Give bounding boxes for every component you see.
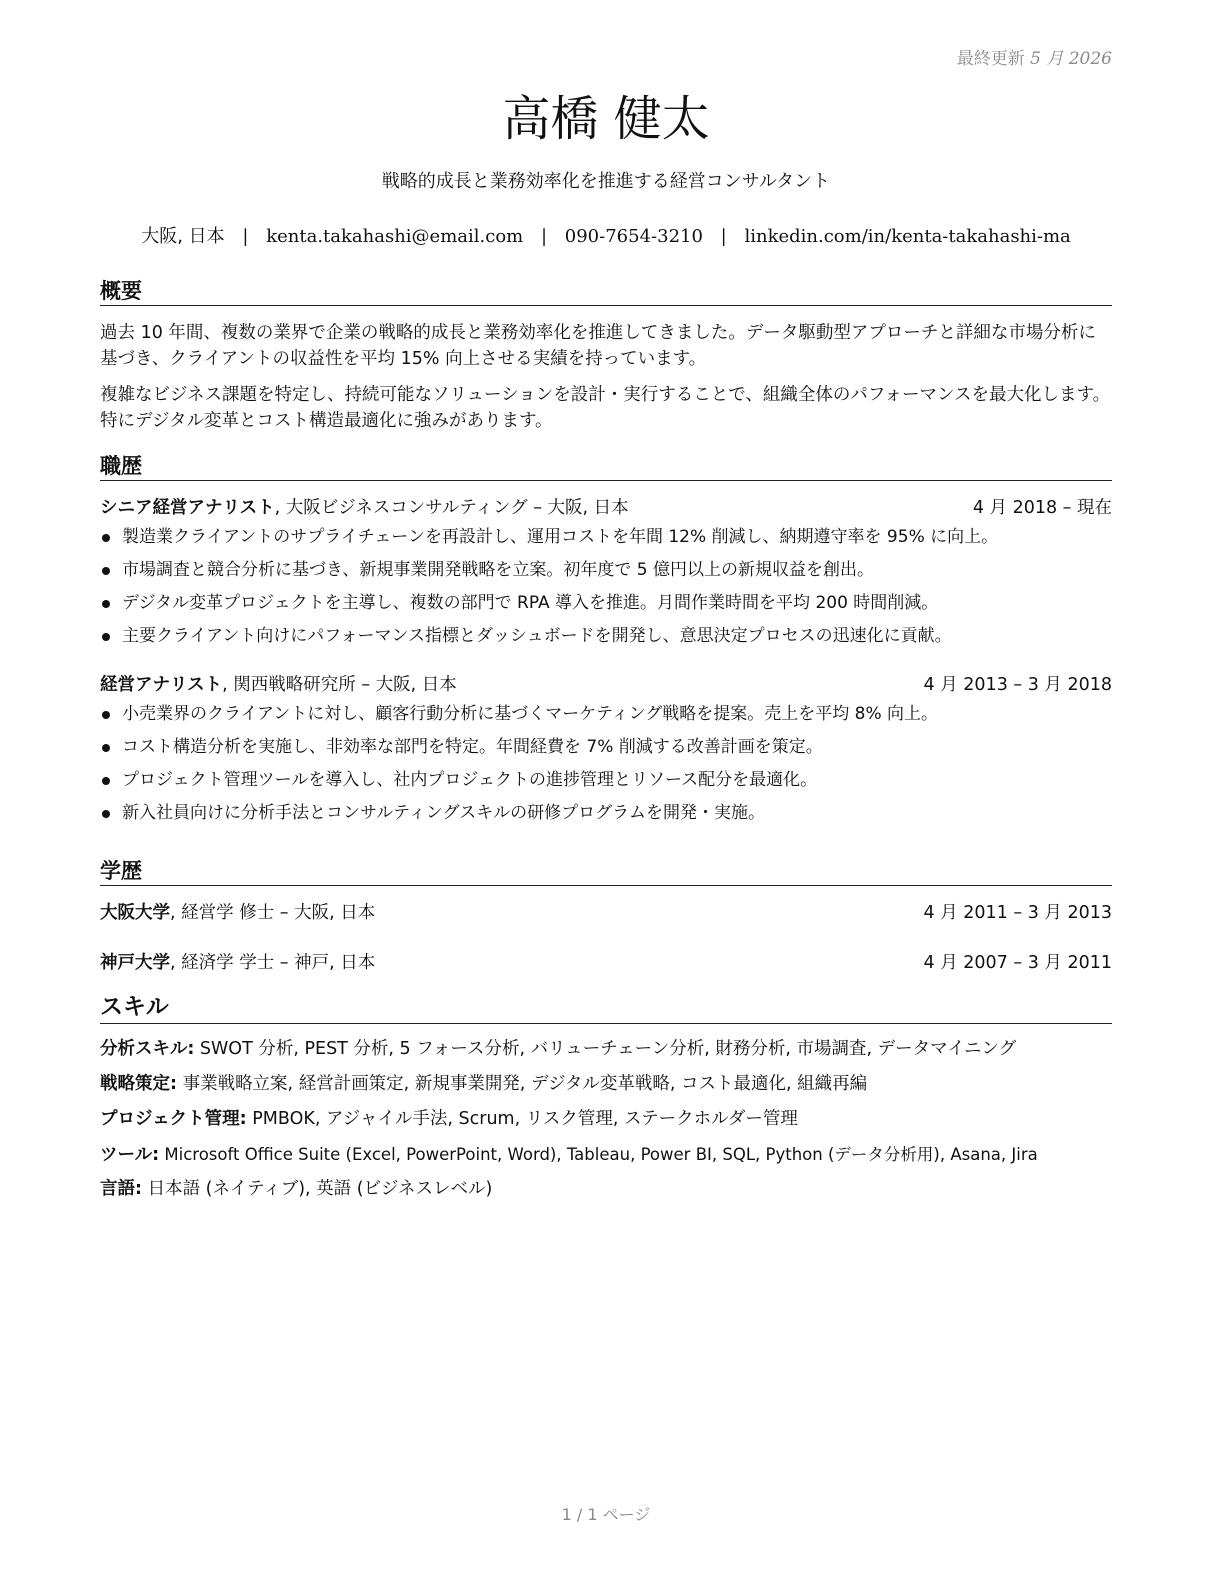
contact-email-link[interactable]: kenta.takahashi@email.com (266, 226, 524, 247)
skill-row (100, 1172, 1112, 1207)
skill-label: ツール: (100, 1145, 160, 1165)
skill-label: 言語: (100, 1179, 142, 1199)
section-title-experience: 職歴 (100, 453, 1112, 481)
contact-separator: | (242, 226, 249, 247)
contact-line (100, 224, 1112, 250)
skill-value: Microsoft Office Suite (Excel, PowerPoint, Word), Tableau, Power BI, SQL, Python (データ分析用), Asana, Jira (159, 1145, 1038, 1164)
summary-paragraph: 過去 10 年間、複数の業界で企業の戦略的成長と業務効率化を推進してきました。データ駆動型アプローチと詳細な市場分析に基づき、クライアントの収益性を平均 15% 向上させる実績を持っています。 (100, 323, 1096, 369)
job-role: 経営アナリスト (100, 675, 223, 695)
education-school: 神戸大学 (100, 953, 170, 973)
job-bullets (100, 521, 1112, 653)
skill-row (100, 1032, 1112, 1067)
education-section (100, 858, 1112, 976)
list-item: プロジェクト管理ツールを導入し、社内プロジェクトの進捗管理とリソース配分を最適化。 (100, 764, 1112, 797)
job-dates: 4 月 2018 – 現在 (972, 498, 1112, 518)
contact-separator: | (720, 226, 727, 247)
contact-linkedin-link[interactable]: linkedin.com/in/kenta-takahashi-ma (744, 226, 1071, 247)
list-item: 主要クライアント向けにパフォーマンス指標とダッシュボードを開発し、意思決定プロセスの迅速化に貢献。 (100, 620, 1112, 653)
skill-value: SWOT 分析, PEST 分析, 5 フォース分析, バリューチェーン分析, 財務分析, 市場調査, データマイニング (194, 1039, 1017, 1059)
education-entry (100, 950, 1112, 976)
last-updated (957, 44, 1112, 69)
skill-value: PMBOK, アジャイル手法, Scrum, リスク管理, ステークホルダー管理 (246, 1109, 798, 1129)
skill-label: プロジェクト管理: (100, 1109, 247, 1129)
job-entry (100, 672, 1112, 830)
list-item: 製造業クライアントのサプライチェーンを再設計し、運用コストを年間 12% 削減し、納期遵守率を 95% に向上。 (100, 521, 1112, 554)
job-bullets (100, 698, 1112, 830)
skill-row (100, 1067, 1112, 1102)
resume-page (100, 0, 1112, 1584)
skills-list (100, 1032, 1112, 1207)
contact-separator: | (540, 226, 548, 247)
skill-label: 戦略策定: (100, 1074, 177, 1094)
job-header (100, 495, 1112, 521)
list-item: 小売業界のクライアントに対し、顧客行動分析に基づくマーケティング戦略を提案。売上を平均 8% 向上。 (100, 698, 1112, 731)
last-updated-value: 5 月 2026 (1030, 49, 1112, 69)
list-item: 新入社員向けに分析手法とコンサルティングスキルの研修プログラムを開発・実施。 (100, 797, 1112, 830)
section-title-skills: スキル (100, 992, 1112, 1024)
section-title-education: 学歴 (100, 858, 1112, 886)
contact-location: 大阪, 日本 (141, 226, 225, 247)
job-role: シニア経営アナリスト (100, 498, 275, 518)
skill-row (100, 1137, 1112, 1172)
skill-value: 日本語 (ネイティブ), 英語 (ビジネスレベル) (142, 1179, 493, 1199)
list-item: 市場調査と競合分析に基づき、新規事業開発戦略を立案。初年度で 5 億円以上の新規収益を創出。 (100, 554, 1112, 587)
education-school: 大阪大学 (100, 903, 170, 923)
education-detail: , 経営学 修士 – 大阪, 日本 (170, 903, 376, 923)
page-indicator: 1 / 1 ページ (561, 1505, 651, 1524)
job-dates: 4 月 2013 – 3 月 2018 (923, 675, 1112, 695)
contact-phone: 090-7654-3210 (564, 226, 703, 247)
education-detail: , 経済学 学士 – 神戸, 日本 (170, 953, 376, 973)
job-entry (100, 495, 1112, 653)
experience-section (100, 453, 1112, 830)
education-dates: 4 月 2011 – 3 月 2013 (923, 903, 1112, 923)
job-org: , 大阪ビジネスコンサルティング – 大阪, 日本 (274, 498, 629, 518)
job-header (100, 672, 1112, 698)
education-entry (100, 900, 1112, 926)
skill-label: 分析スキル: (100, 1039, 195, 1059)
candidate-name: 高橋 健太 (502, 91, 710, 147)
skills-section (100, 992, 1112, 1207)
job-org: , 関西戦略研究所 – 大阪, 日本 (222, 675, 457, 695)
summary-paragraph: 複雑なビジネス課題を特定し、持続可能なソリューションを設計・実行することで、組織全体のパフォーマンスを最大化します。特にデジタル変革とコスト構造最適化に強みがあります。 (100, 385, 1111, 431)
education-dates: 4 月 2007 – 3 月 2011 (923, 953, 1112, 973)
section-title-summary: 概要 (100, 278, 1112, 306)
summary-section (100, 278, 1112, 434)
list-item: デジタル変革プロジェクトを主導し、複数の部門で RPA 導入を推進。月間作業時間を平均 200 時間削減。 (100, 587, 1112, 620)
last-updated-label: 最終更新 (956, 49, 1025, 69)
skill-row (100, 1102, 1112, 1137)
list-item: コスト構造分析を実施し、非効率な部門を特定。年間経費を 7% 削減する改善計画を策定。 (100, 731, 1112, 764)
tagline: 戦略的成長と業務効率化を推進する経営コンサルタント (381, 171, 831, 192)
skill-value: 事業戦略立案, 経営計画策定, 新規事業開発, デジタル変革戦略, コスト最適化, 組織再編 (177, 1074, 868, 1094)
